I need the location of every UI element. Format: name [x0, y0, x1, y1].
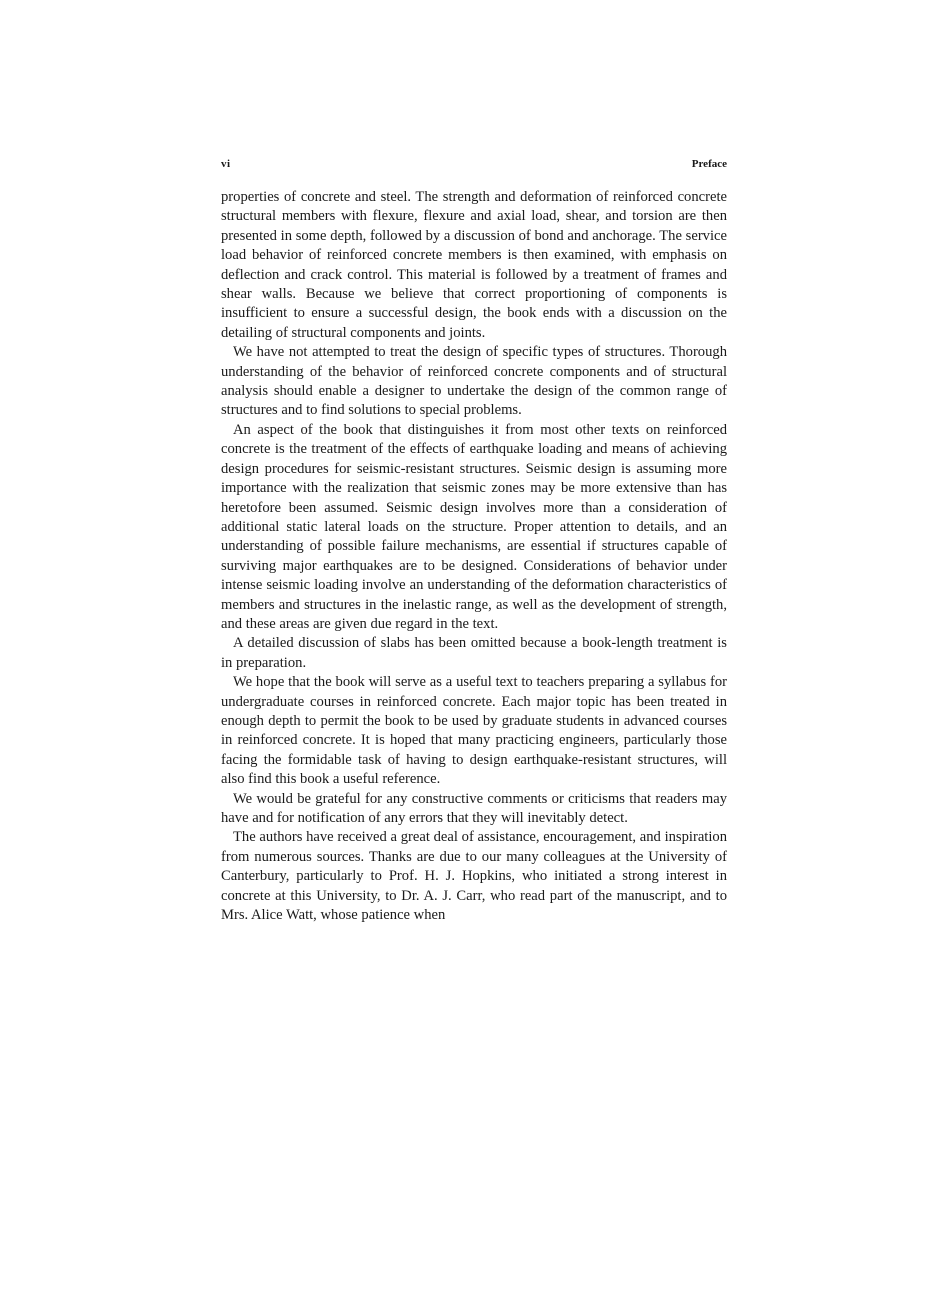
paragraph: We would be grateful for any constructive comments or criticisms that readers may have and for notification of any errors that they will inevitably detect. [221, 790, 727, 826]
paragraph: A detailed discussion of slabs has been omitted because a book-length treatment is in preparation. [221, 635, 727, 671]
page-header [221, 158, 727, 176]
paragraph: We have not attempted to treat the design of specific types of structures. Thorough understanding of the behavior of reinforced concrete components and of structural analysis should enable a designer to undertake the design of the common range of structures and to find solutions to special problems. [221, 344, 727, 419]
paragraph: The authors have received a great deal of assistance, encouragement, and inspiration from numerous sources. Thanks are due to our many colleagues at the University of Canterbury, particularly to Prof. H. J. Hopkins, who initiated a strong interest in concrete at this University, to Dr. A. J. Carr, who read part of the manuscript, and to Mrs. Alice Watt, whose patience when [221, 829, 727, 924]
paragraph: properties of concrete and steel. The strength and deformation of reinforced concrete structural members with flexure, flexure and axial load, shear, and torsion are then presented in some depth, followed by a discussion of bond and anchorage. The service load behavior of reinforced concrete members is then examined, with emphasis on deflection and crack control. This material is followed by a treatment of frames and shear walls. Because we believe that correct proportioning of components is insufficient to ensure a successful design, the book ends with a discussion on the detailing of structural components and joints. [221, 189, 727, 341]
running-title: Preface [691, 158, 727, 170]
page-number: vi [221, 158, 231, 170]
preface-body [221, 188, 727, 925]
paragraph: An aspect of the book that distinguishes it from most other texts on reinforced concrete is the treatment of the effects of earthquake loading and means of achieving design procedures for seismic-resistant structures. Seismic design is assuming more importance with the realization that seismic zones may be more extensive than has heretofore been assumed. Seismic design involves more than a consideration of additional static lateral loads on the structure. Proper attention to details, and an understanding of possible failure mechanisms, are essential if structures capable of surviving major earthquakes are to be designed. Considerations of behavior under intense seismic loading involve an understanding of the deformation characteristics of members and structures in the inelastic range, as well as the development of strength, and these areas are given due regard in the text. [221, 421, 727, 632]
paragraph: We hope that the book will serve as a useful text to teachers preparing a syllabus for undergraduate courses in reinforced concrete. Each major topic has been treated in enough depth to permit the book to be used by graduate students in advanced courses in reinforced concrete. It is hoped that many practicing engineers, particularly those facing the formidable task of having to design earthquake-resistant structures, will also find this book a useful reference. [221, 674, 727, 788]
